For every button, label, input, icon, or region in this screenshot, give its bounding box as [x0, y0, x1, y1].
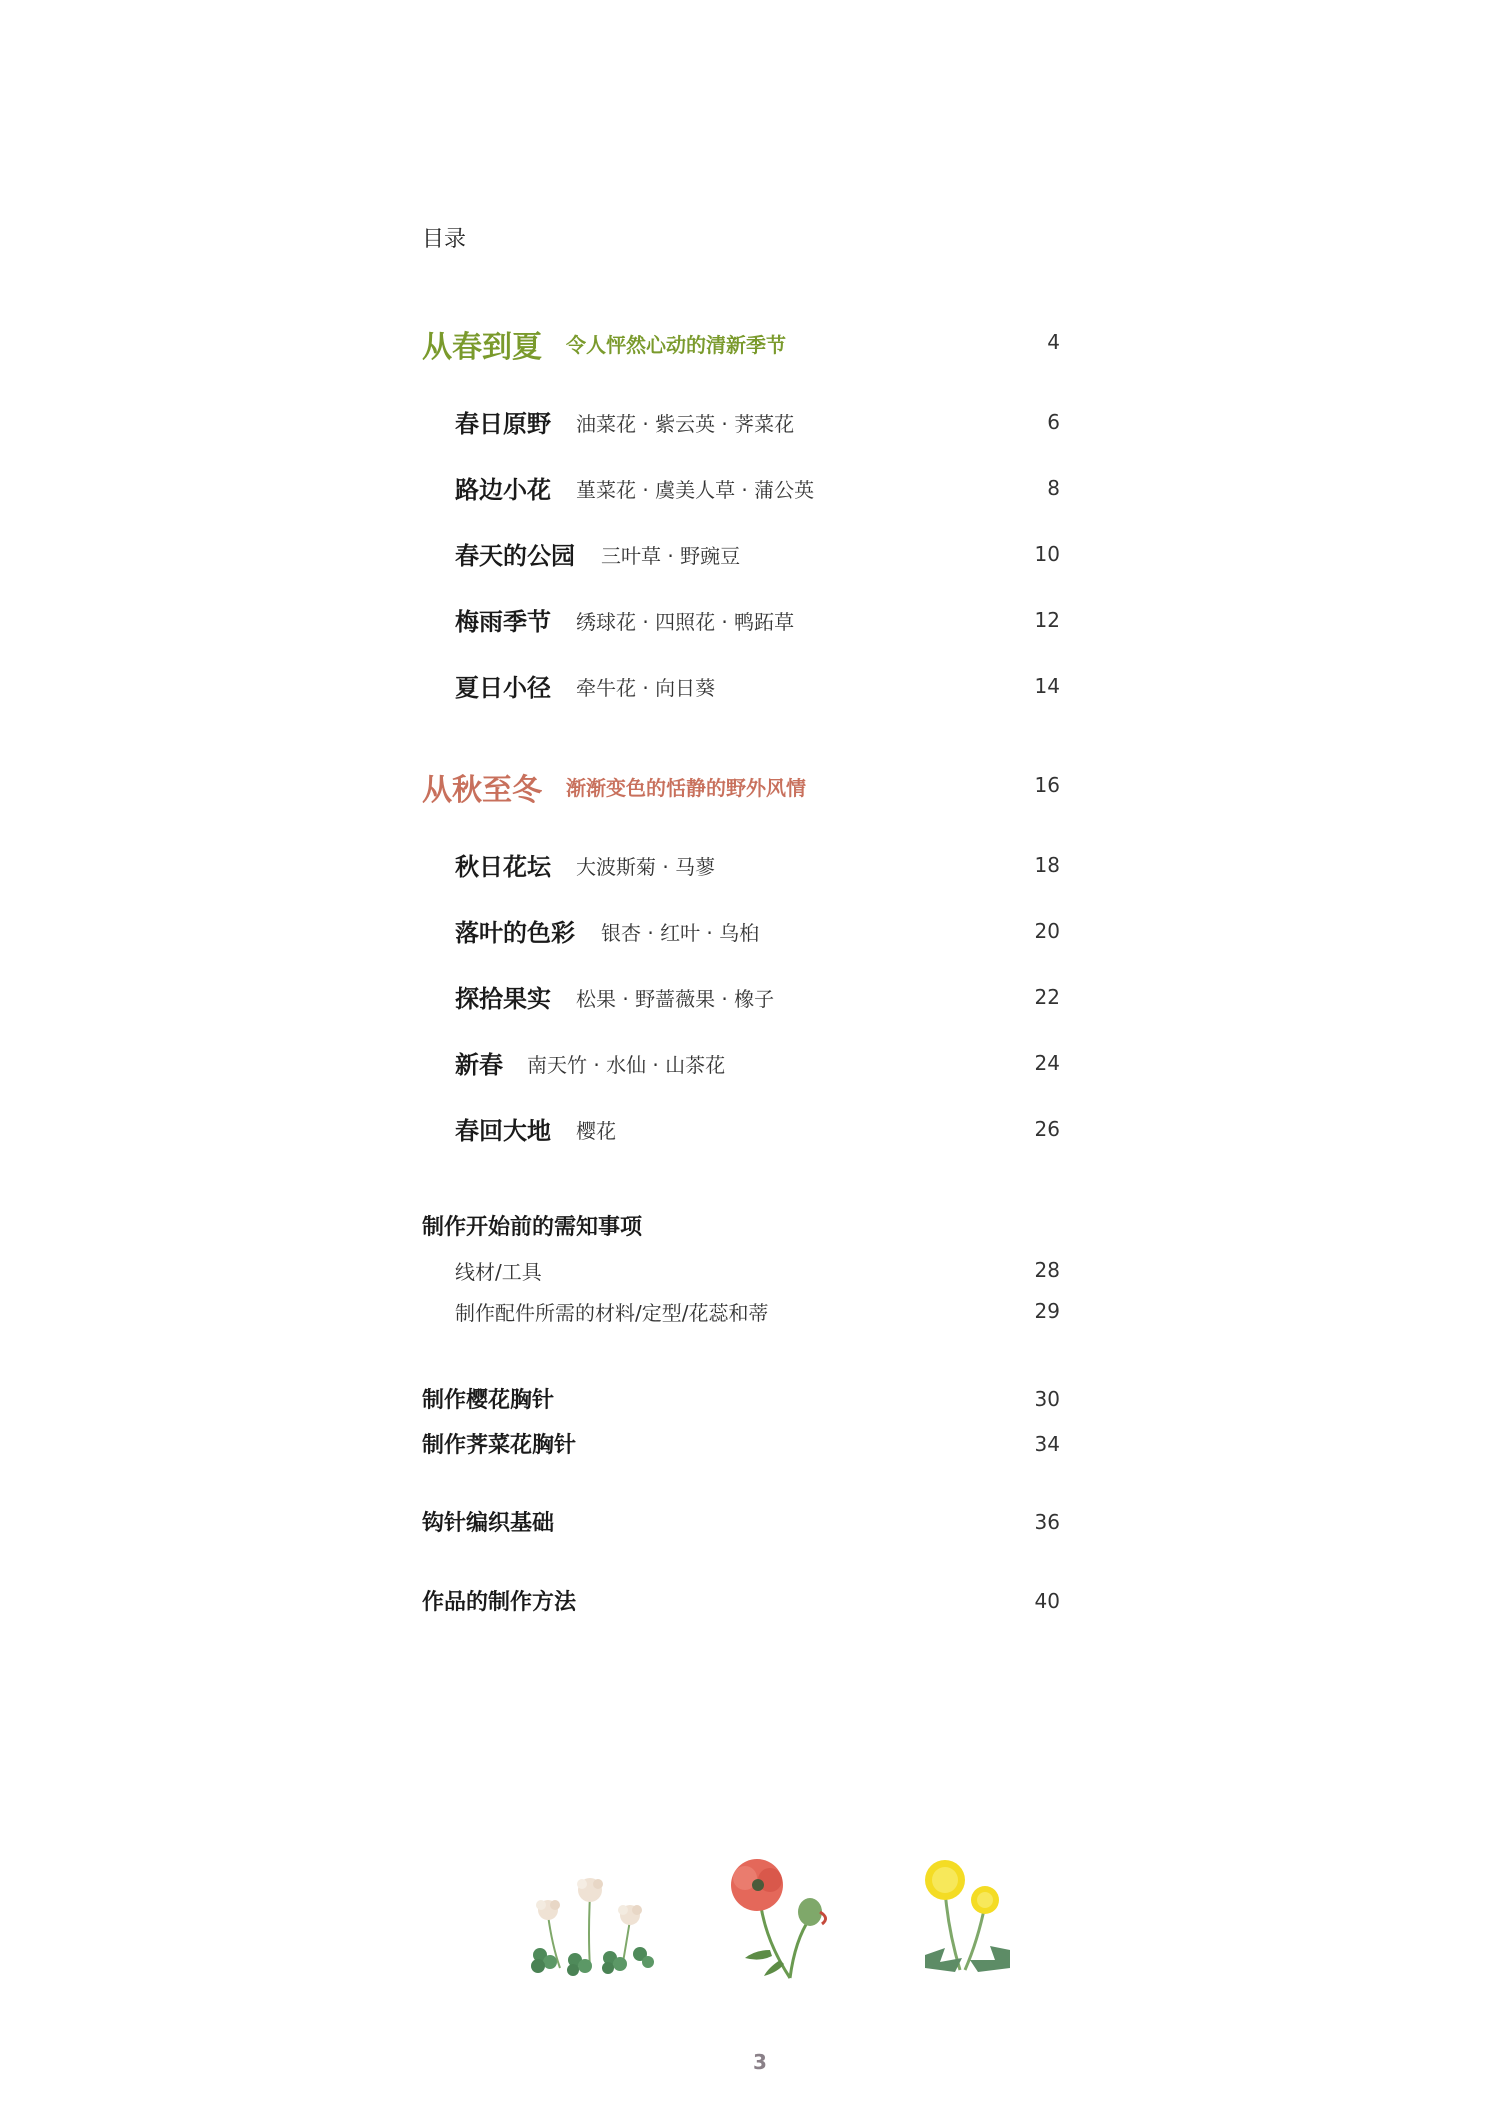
page-number: 6 [1047, 410, 1060, 434]
chapter-row[interactable] [0, 402, 1500, 442]
section-spring-row[interactable] [0, 322, 1500, 365]
prep-item-row[interactable] [0, 1291, 1500, 1331]
chapter-items: 松果 · 野蔷薇果 · 橡子 [576, 987, 775, 1011]
prep-heading-row[interactable] [0, 1206, 1500, 1246]
chapter-items: 银杏 · 红叶 · 乌桕 [601, 921, 760, 945]
page-number: 29 [1034, 1299, 1060, 1323]
chapter-items: 南天竹 · 水仙 · 山茶花 [527, 1053, 726, 1077]
poppy-icon [731, 1859, 826, 1978]
page-number: 20 [1034, 919, 1060, 943]
page-number: 22 [1034, 985, 1060, 1009]
extra-label: 制作荠菜花胸针 [422, 1433, 577, 1458]
chapter-items: 樱花 [576, 1119, 616, 1143]
dandelion-icon [925, 1860, 1010, 1972]
chapter-row[interactable] [0, 845, 1500, 885]
page-number: 14 [1034, 674, 1060, 698]
extra-row[interactable] [0, 1502, 1500, 1542]
chapter-title: 新春 [455, 1051, 503, 1079]
section-subtitle: 渐渐变色的恬静的野外风情 [566, 776, 806, 800]
flower-illustrations [0, 1850, 1500, 1980]
extra-label: 作品的制作方法 [422, 1590, 577, 1615]
page-number: 4 [1047, 330, 1060, 354]
chapter-title: 探拾果实 [455, 985, 551, 1013]
chapter-title: 落叶的色彩 [455, 919, 575, 947]
prep-title: 制作开始前的需知事项 [422, 1215, 643, 1240]
chapter-title: 夏日小径 [455, 674, 551, 702]
page-number: 16 [1034, 773, 1060, 797]
chapter-title: 春日原野 [455, 410, 551, 438]
page-number: 40 [1034, 1589, 1060, 1613]
section-title: 从秋至冬 [422, 773, 542, 808]
extra-label: 钩针编织基础 [422, 1511, 555, 1536]
chapter-row[interactable] [0, 911, 1500, 951]
page-number: 12 [1034, 608, 1060, 632]
chapter-row[interactable] [0, 468, 1500, 508]
chapter-title: 春天的公园 [455, 542, 575, 570]
page-number: 28 [1034, 1258, 1060, 1282]
chapter-title: 路边小花 [455, 476, 551, 504]
page-number: 34 [1034, 1432, 1060, 1456]
chapter-items: 大波斯菊 · 马蓼 [576, 855, 716, 879]
page-number: 8 [1047, 476, 1060, 500]
page-number: 36 [1034, 1510, 1060, 1534]
chapter-items: 三叶草 · 野豌豆 [601, 544, 741, 568]
chapter-row[interactable] [0, 600, 1500, 640]
chapter-items: 堇菜花 · 虞美人草 · 蒲公英 [576, 478, 815, 502]
extra-row[interactable] [0, 1581, 1500, 1621]
prep-item-row[interactable] [0, 1250, 1500, 1290]
chapter-title: 梅雨季节 [455, 608, 551, 636]
prep-item-label: 制作配件所需的材料/定型/花蕊和蒂 [455, 1301, 769, 1325]
extra-label: 制作樱花胸针 [422, 1388, 555, 1413]
chapter-row[interactable] [0, 666, 1500, 706]
chapter-items: 油菜花 · 紫云英 · 荠菜花 [576, 412, 795, 436]
toc-heading: 目录 [422, 227, 467, 252]
page-number: 30 [1034, 1387, 1060, 1411]
extra-row[interactable] [0, 1424, 1500, 1464]
page-number: 26 [1034, 1117, 1060, 1141]
page-number: 18 [1034, 853, 1060, 877]
section-title: 从春到夏 [422, 330, 542, 365]
chapter-items: 牵牛花 · 向日葵 [576, 676, 716, 700]
section-autumn-row[interactable] [0, 765, 1500, 808]
chapter-row[interactable] [0, 1109, 1500, 1149]
extra-row[interactable] [0, 1379, 1500, 1419]
chapter-title: 春回大地 [455, 1117, 551, 1145]
page-number: 24 [1034, 1051, 1060, 1075]
page-number-footer: 3 [753, 2050, 767, 2074]
page-number: 10 [1034, 542, 1060, 566]
section-subtitle: 令人怦然心动的清新季节 [566, 333, 786, 357]
chapter-items: 绣球花 · 四照花 · 鸭跖草 [576, 610, 795, 634]
chapter-row[interactable] [0, 534, 1500, 574]
chapter-row[interactable] [0, 1043, 1500, 1083]
prep-item-label: 线材/工具 [455, 1260, 542, 1284]
clover-icon [531, 1878, 654, 1976]
chapter-row[interactable] [0, 977, 1500, 1017]
chapter-title: 秋日花坛 [455, 853, 551, 881]
